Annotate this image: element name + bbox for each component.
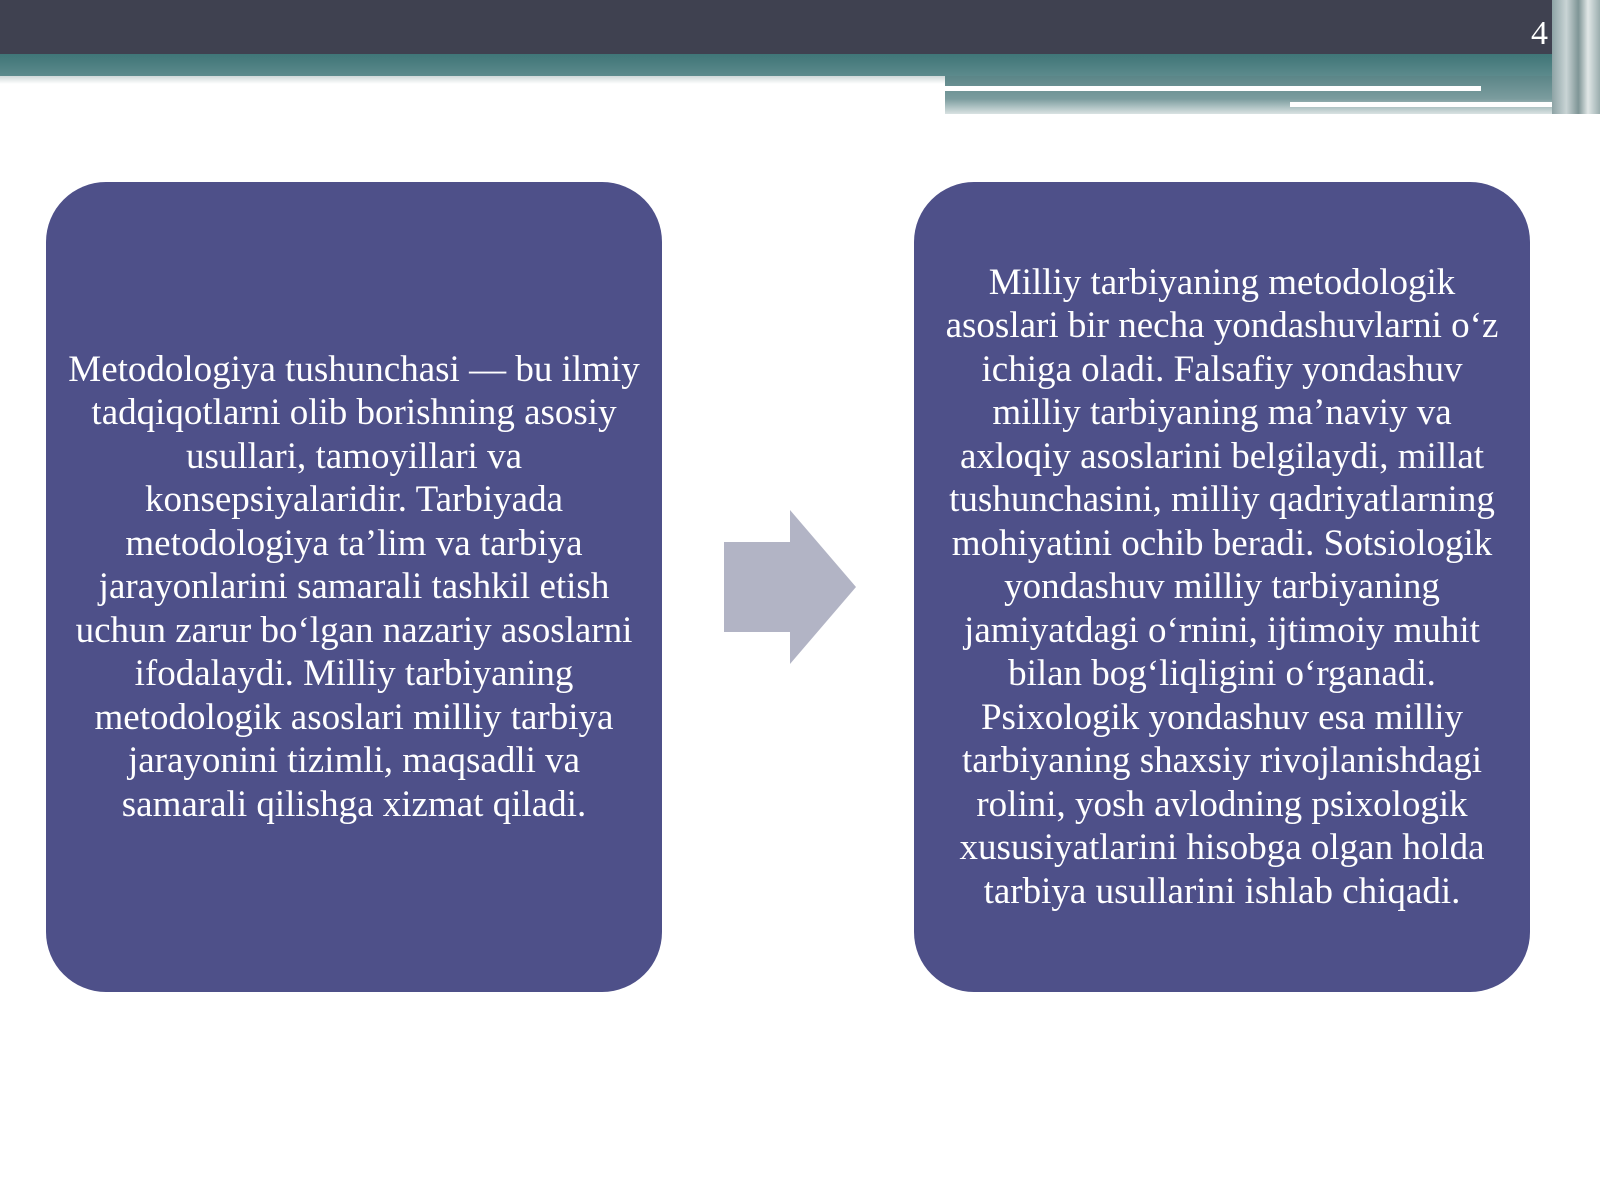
header-edge-ornament: [1552, 0, 1600, 114]
concept-text-left: Metodologiya tushunchasi — bu ilmiy tadqiqotlarni olib borishning asosiy usullari, tamoyillari va konsepsiyalaridir. Tarbiyada metodologiya ta’lim va tarbiya jarayonlarini samarali tashkil etish uchun zarur bo‘lgan nazariy asoslarni ifodalaydi. Milliy tarbiyaning metodologik asoslari milliy tarbiya jarayonini tizimli, maqsadli va samarali qilishga xizmat qiladi.: [68, 348, 640, 825]
concept-box-left: [46, 182, 662, 992]
header-accent-line: [1290, 102, 1570, 107]
header-bar: [0, 0, 1600, 54]
slide-number: 4: [1531, 15, 1548, 52]
concept-text-right: Milliy tarbiyaning metodologik asoslari bir necha yondashuvlarni o‘z ichiga oladi. Falsafiy yondashuv milliy tarbiyaning ma’naviy va axloqiy asoslarini belgilaydi, millat tushunchasini, milliy qadriyatlarning mohiyatini ochib beradi. Sotsiologik yondashuv milliy tarbiyaning jamiyatdagi o‘rnini, ijtimoiy muhit bilan bog‘liqligini o‘rganadi. Psixologik yondashuv esa milliy tarbiyaning shaxsiy rivojlanishdagi rolini, yosh avlodning psixologik xususiyatlarini hisobga olgan holda tarbiya usullarini ishlab chiqadi.: [945, 261, 1499, 912]
concept-box-right: [914, 182, 1530, 992]
right-arrow-icon: [724, 510, 856, 664]
header-accent-strip: [0, 54, 1560, 76]
header-accent-line: [945, 86, 1481, 91]
header-shadow: [0, 76, 945, 84]
header-accent-block: [945, 76, 1560, 114]
